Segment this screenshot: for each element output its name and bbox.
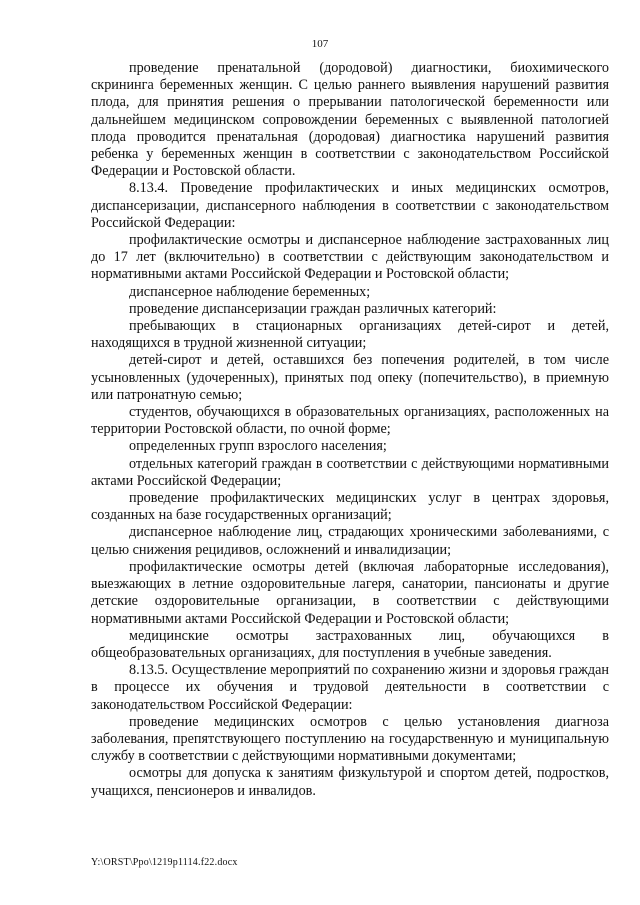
list-item: студентов, обучающихся в образовательных организациях, расположенных на территории Ростовской области, по очной форме; (91, 404, 609, 438)
list-item: проведение медицинских осмотров с целью установления диагноза заболевания, препятствующего поступлению на государственную и муниципальную службу в соответствии с действующими нормативными документами; (91, 713, 609, 765)
page-number: 107 (311, 38, 329, 50)
file-path-footer: Y:\ORST\Ppo\1219p1114.f22.docx (91, 857, 238, 868)
document-body (91, 60, 609, 800)
list-item: профилактические осмотры детей (включая лабораторные исследования), выезжающих в летние оздоровительные лагеря, санатории, пансионаты и другие детские оздоровительные организации, в соответствии с действующими нормативными актами Российской Федерации и Ростовской области; (91, 558, 609, 627)
list-item: диспансерное наблюдение лиц, страдающих хроническими заболеваниями, с целью снижения рецидивов, осложнений и инвалидизации; (91, 524, 609, 558)
list-item: детей-сирот и детей, оставшихся без попечения родителей, в том числе усыновленных (удочеренных), принятых под опеку (попечительство), в приемную или патронатную семью; (91, 352, 609, 403)
list-item: осмотры для допуска к занятиям физкультурой и спортом детей, подростков, учащихся, пенсионеров и инвалидов. (91, 765, 609, 799)
list-item: проведение профилактических медицинских услуг в центрах здоровья, созданных на базе государственных организаций; (91, 490, 609, 524)
list-item: диспансерное наблюдение беременных; (129, 283, 371, 300)
list-item: отдельных категорий граждан в соответствии с действующими нормативными актами Российской Федерации; (91, 455, 609, 489)
list-item: пребывающих в стационарных организациях детей-сирот и детей, находящихся в трудной жизненной ситуации; (91, 318, 609, 352)
list-item: определенных групп взрослого населения; (129, 438, 387, 455)
list-item: проведение диспансеризации граждан различных категорий: (129, 300, 497, 317)
paragraph-section-8-13-5: 8.13.5. Осуществление мероприятий по сохранению жизни и здоровья граждан в процессе их обучения и трудовой деятельности в соответствии с законодательством Российской Федерации: (91, 662, 609, 713)
list-item: медицинские осмотры застрахованных лиц, обучающихся в общеобразовательных организациях, для поступления в учебные заведения. (91, 627, 609, 661)
paragraph-prenatal-diagnostics: проведение пренатальной (дородовой) диагностики, биохимического скрининга беременных женщин. С целью раннего выявления нарушений развития плода, для принятия решения о прерывании патологической беременности или дальнейшем медицинском сопровождении беременных с выявленной патологией плода проводится пренатальная (дородовая) диагностика нарушений развития ребенка у беременных женщин в соответствии с законодательством Российской Федерации и Ростовской области. (91, 60, 609, 180)
list-item: профилактические осмотры и диспансерное наблюдение застрахованных лиц до 17 лет (включительно) в соответствии с действующим законодательством и нормативными актами Российской Федерации и Ростовской области; (91, 232, 609, 283)
paragraph-section-8-13-4: 8.13.4. Проведение профилактических и иных медицинских осмотров, диспансеризации, диспансерного наблюдения в соответствии с законодательством Российской Федерации: (91, 180, 609, 231)
